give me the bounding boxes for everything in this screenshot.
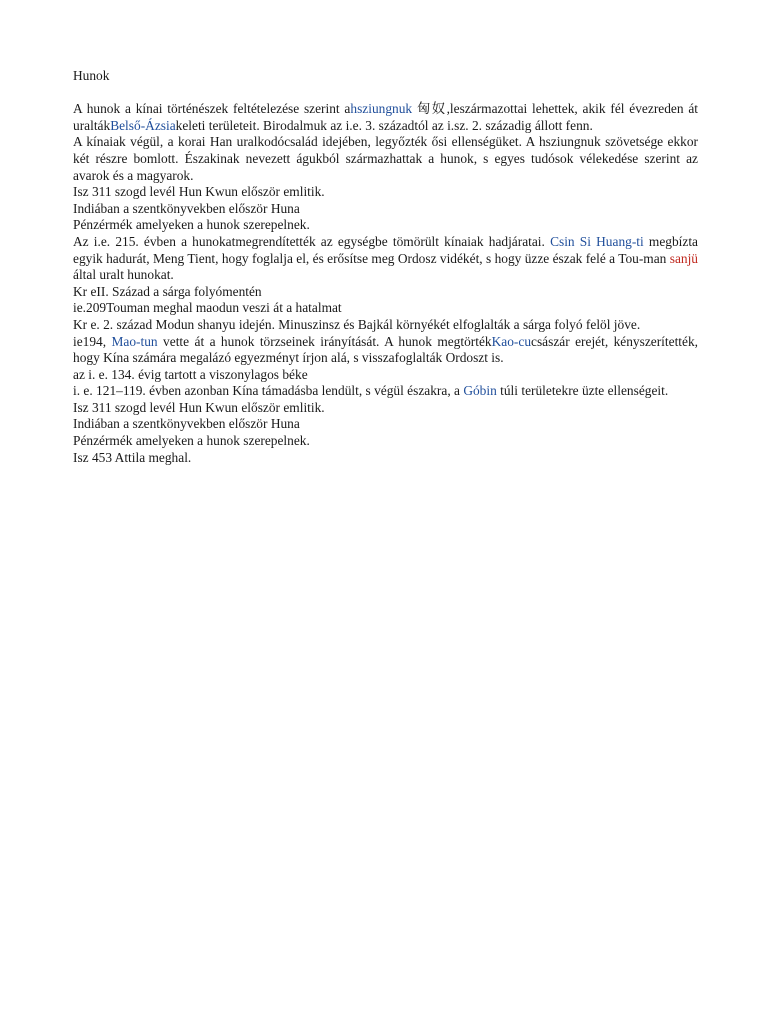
- text-span: túli területekre üzte ellenségeit.: [496, 383, 669, 399]
- line-ie-134: az i. e. 134. évig tartott a viszonylagos béke: [73, 366, 308, 382]
- link-hsziungnuk[interactable]: hsziungnuk: [350, 101, 413, 117]
- link-belso-azsia[interactable]: Belső-Ázsia: [110, 117, 176, 133]
- text-span: i. e. 121–119. évben azonban Kína támadásba lendült, s végül északra, a: [73, 383, 464, 399]
- line-penzermek: Pénzérmék amelyeken a hunok szerepelnek.: [73, 217, 310, 233]
- line-penzermek-repeat: Pénzérmék amelyeken a hunok szerepelnek.: [73, 433, 310, 449]
- text-span: megbízta egyik hadurát, Meng Tient, hogy foglalja el, és erősítse meg Ordosz vidékét, s hogy üzze észak felé a Tou-man: [73, 233, 698, 266]
- paragraph-han-dynasty: A kínaiak végül, a korai Han uralkodócsalád idejében, legyőzték ősi ellenségüket. A hsziungnuk szövetsége ekkor két részre bomlott. Északinak nevezett águkból származhattak a hunok, s egyes tudósok vélekedése szerint az avarok és a magyarok.: [73, 134, 698, 183]
- text-span: császár erejét, kényszerítették, hogy Kína számára megalázó egyezményt írjon alá, s visszafoglalták Ordoszt is.: [73, 333, 698, 366]
- line-modun-shanyu: Kr e. 2. század Modun shanyu idején. Minuszinsz és Bajkál környékét elfoglalták a sárga folyó felöl jöve.: [73, 316, 641, 332]
- line-isz-311-repeat: Isz 311 szogd levél Hun Kwun először emlitik.: [73, 399, 325, 415]
- line-india-huna-repeat: Indiában a szentkönyvekben először Huna: [73, 416, 300, 432]
- text-span: Az i.e. 215. évben a hunokatmegrendítették az egységbe tömörült kínaiak hadjáratai.: [73, 233, 551, 249]
- paragraph-hunok-origin: [73, 101, 698, 134]
- link-csin-si-huang-ti[interactable]: Csin Si Huang-ti: [550, 233, 644, 249]
- text-span: A hunok a kínai történészek feltételezése szerint a: [73, 101, 351, 117]
- paragraph-ie-121: [73, 383, 698, 400]
- paragraph-ie-215: [73, 234, 698, 284]
- line-attila: Isz 453 Attila meghal.: [73, 449, 192, 465]
- text-span: által uralt hunokat.: [73, 267, 174, 283]
- link-mao-tun[interactable]: Mao-tun: [111, 333, 158, 349]
- link-gobin[interactable]: Góbin: [463, 383, 497, 399]
- line-india-huna: Indiában a szentkönyvekben először Huna: [73, 200, 300, 216]
- link-sanju[interactable]: sanjü: [669, 250, 698, 266]
- text-span: ie194,: [73, 333, 112, 349]
- text-span: keleti területeit. Birodalmuk az i.e. 3. századtól az i.sz. 2. századig állott fenn.: [175, 117, 593, 133]
- document-body: [73, 68, 698, 466]
- link-kao-cu[interactable]: Kao-cu: [491, 333, 532, 349]
- document-title: Hunok: [73, 68, 110, 83]
- text-span: 匈奴,leszármazottai lehettek, akik fél évezreden át uralták: [73, 101, 699, 133]
- line-isz-311: Isz 311 szogd levél Hun Kwun először emlitik.: [73, 184, 325, 200]
- text-span: vette át a hunok törzseinek irányítását. A hunok megtörték: [157, 333, 492, 349]
- paragraph-ie-194: [73, 334, 698, 367]
- line-ie-209: ie.209Touman meghal maodun veszi át a hatalmat: [73, 300, 342, 316]
- line-kr-e-ii: Kr eII. Század a sárga folyómentén: [73, 283, 262, 299]
